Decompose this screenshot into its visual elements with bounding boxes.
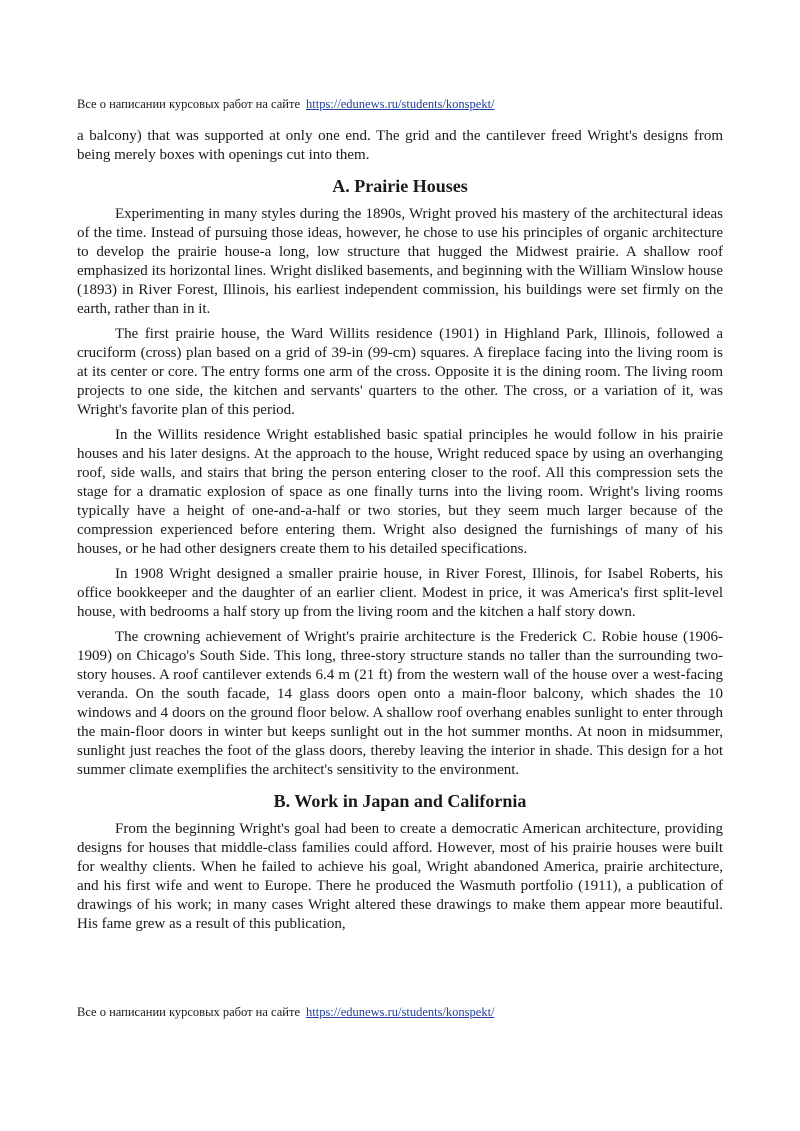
section-b-paragraph-1: From the beginning Wright's goal had been to create a democratic American architecture, providing designs for houses that middle-class families could afford. However, most of his prairie houses were built for wealthy clients. When he failed to achieve his goal, Wright abandoned America, prairie architecture, and his first wife and went to Europe. There he produced the Wasmuth portfolio (1911), a publication of drawings of his work; in many cases Wright altered these drawings to make them appear more beautiful. His fame grew as a result of this publication, — [77, 821, 723, 932]
section-a-paragraph-3: In the Willits residence Wright established basic spatial principles he would follow in his prairie houses and his later designs. At the approach to the house, Wright reduced space by using an overhanging roof, side walls, and stairs that bring the person entering closer to the roof. All this compression sets the stage for a dramatic explosion of space as one finally turns into the living room. Wright's living rooms typically have a height of one-and-a-half or two stories, but they seem much larger because of the compression experienced before entering them. Wright also designed the furnishings of many of his houses, or he had other designers create them to his detailed specifications. — [77, 427, 723, 557]
document-body — [77, 127, 723, 934]
section-a-paragraph-1: Experimenting in many styles during the 1890s, Wright proved his mastery of the architectural ideas of the time. Instead of pursuing those ideas, however, he chose to use his principles of organic architecture to develop the prairie house-a long, low structure that hugged the Midwest prairie. A shallow roof emphasized its horizontal lines. Wright disliked basements, and beginning with the William Winslow house (1893) in River Forest, Illinois, his earliest independent commission, his buildings were set firmly on the earth, rather than in it. — [77, 206, 723, 317]
page-header — [77, 96, 495, 112]
header-text: Все о написании курсовых работ на сайте — [77, 97, 300, 111]
section-a-paragraph-2: The first prairie house, the Ward Willits residence (1901) in Highland Park, Illinois, followed a cruciform (cross) plan based on a grid of 39-in (99-cm) squares. A fireplace facing into the living room is at its center or core. The entry forms one arm of the cross. Opposite it is the dining room. The living room projects to one side, the kitchen and servants' quarters to the other. The cross, or a variation of it, was Wright's favorite plan of this period. — [77, 326, 723, 418]
intro-paragraph: a balcony) that was supported at only one end. The grid and the cantilever freed Wright's designs from being merely boxes with openings cut into them. — [77, 128, 723, 163]
section-a-paragraph-4: In 1908 Wright designed a smaller prairie house, in River Forest, Illinois, for Isabel Roberts, his office bookkeeper and the daughter of an earlier client. Modest in price, it was America's first split-level house, with bedrooms a half story up from the living room and the kitchen a half story down. — [77, 566, 723, 620]
section-b-heading: B. Work in Japan and California — [273, 791, 527, 811]
header-link[interactable]: https://edunews.ru/students/konspekt/ — [306, 97, 495, 111]
footer-text: Все о написании курсовых работ на сайте — [77, 1005, 300, 1019]
footer-link[interactable]: https://edunews.ru/students/konspekt/ — [306, 1005, 495, 1019]
section-a-heading: A. Prairie Houses — [332, 176, 468, 196]
page-footer — [77, 1004, 495, 1020]
section-a-paragraph-5: The crowning achievement of Wright's prairie architecture is the Frederick C. Robie house (1906-1909) on Chicago's South Side. This long, three-story structure stands no taller than the surrounding two-story houses. A roof cantilever extends 6.4 m (21 ft) from the western wall of the house over a west-facing veranda. On the south facade, 14 glass doors open onto a main-floor balcony, which shades the 10 windows and 4 doors on the ground floor below. A shallow roof overhang enables sunlight to enter through the main-floor doors in winter but keeps sunlight out in the hot summer months. At noon in midsummer, sunlight just reaches the foot of the glass doors, thereby leaving the interior in shade. This design for a hot summer climate exemplifies the architect's sensitivity to the environment. — [77, 629, 723, 778]
